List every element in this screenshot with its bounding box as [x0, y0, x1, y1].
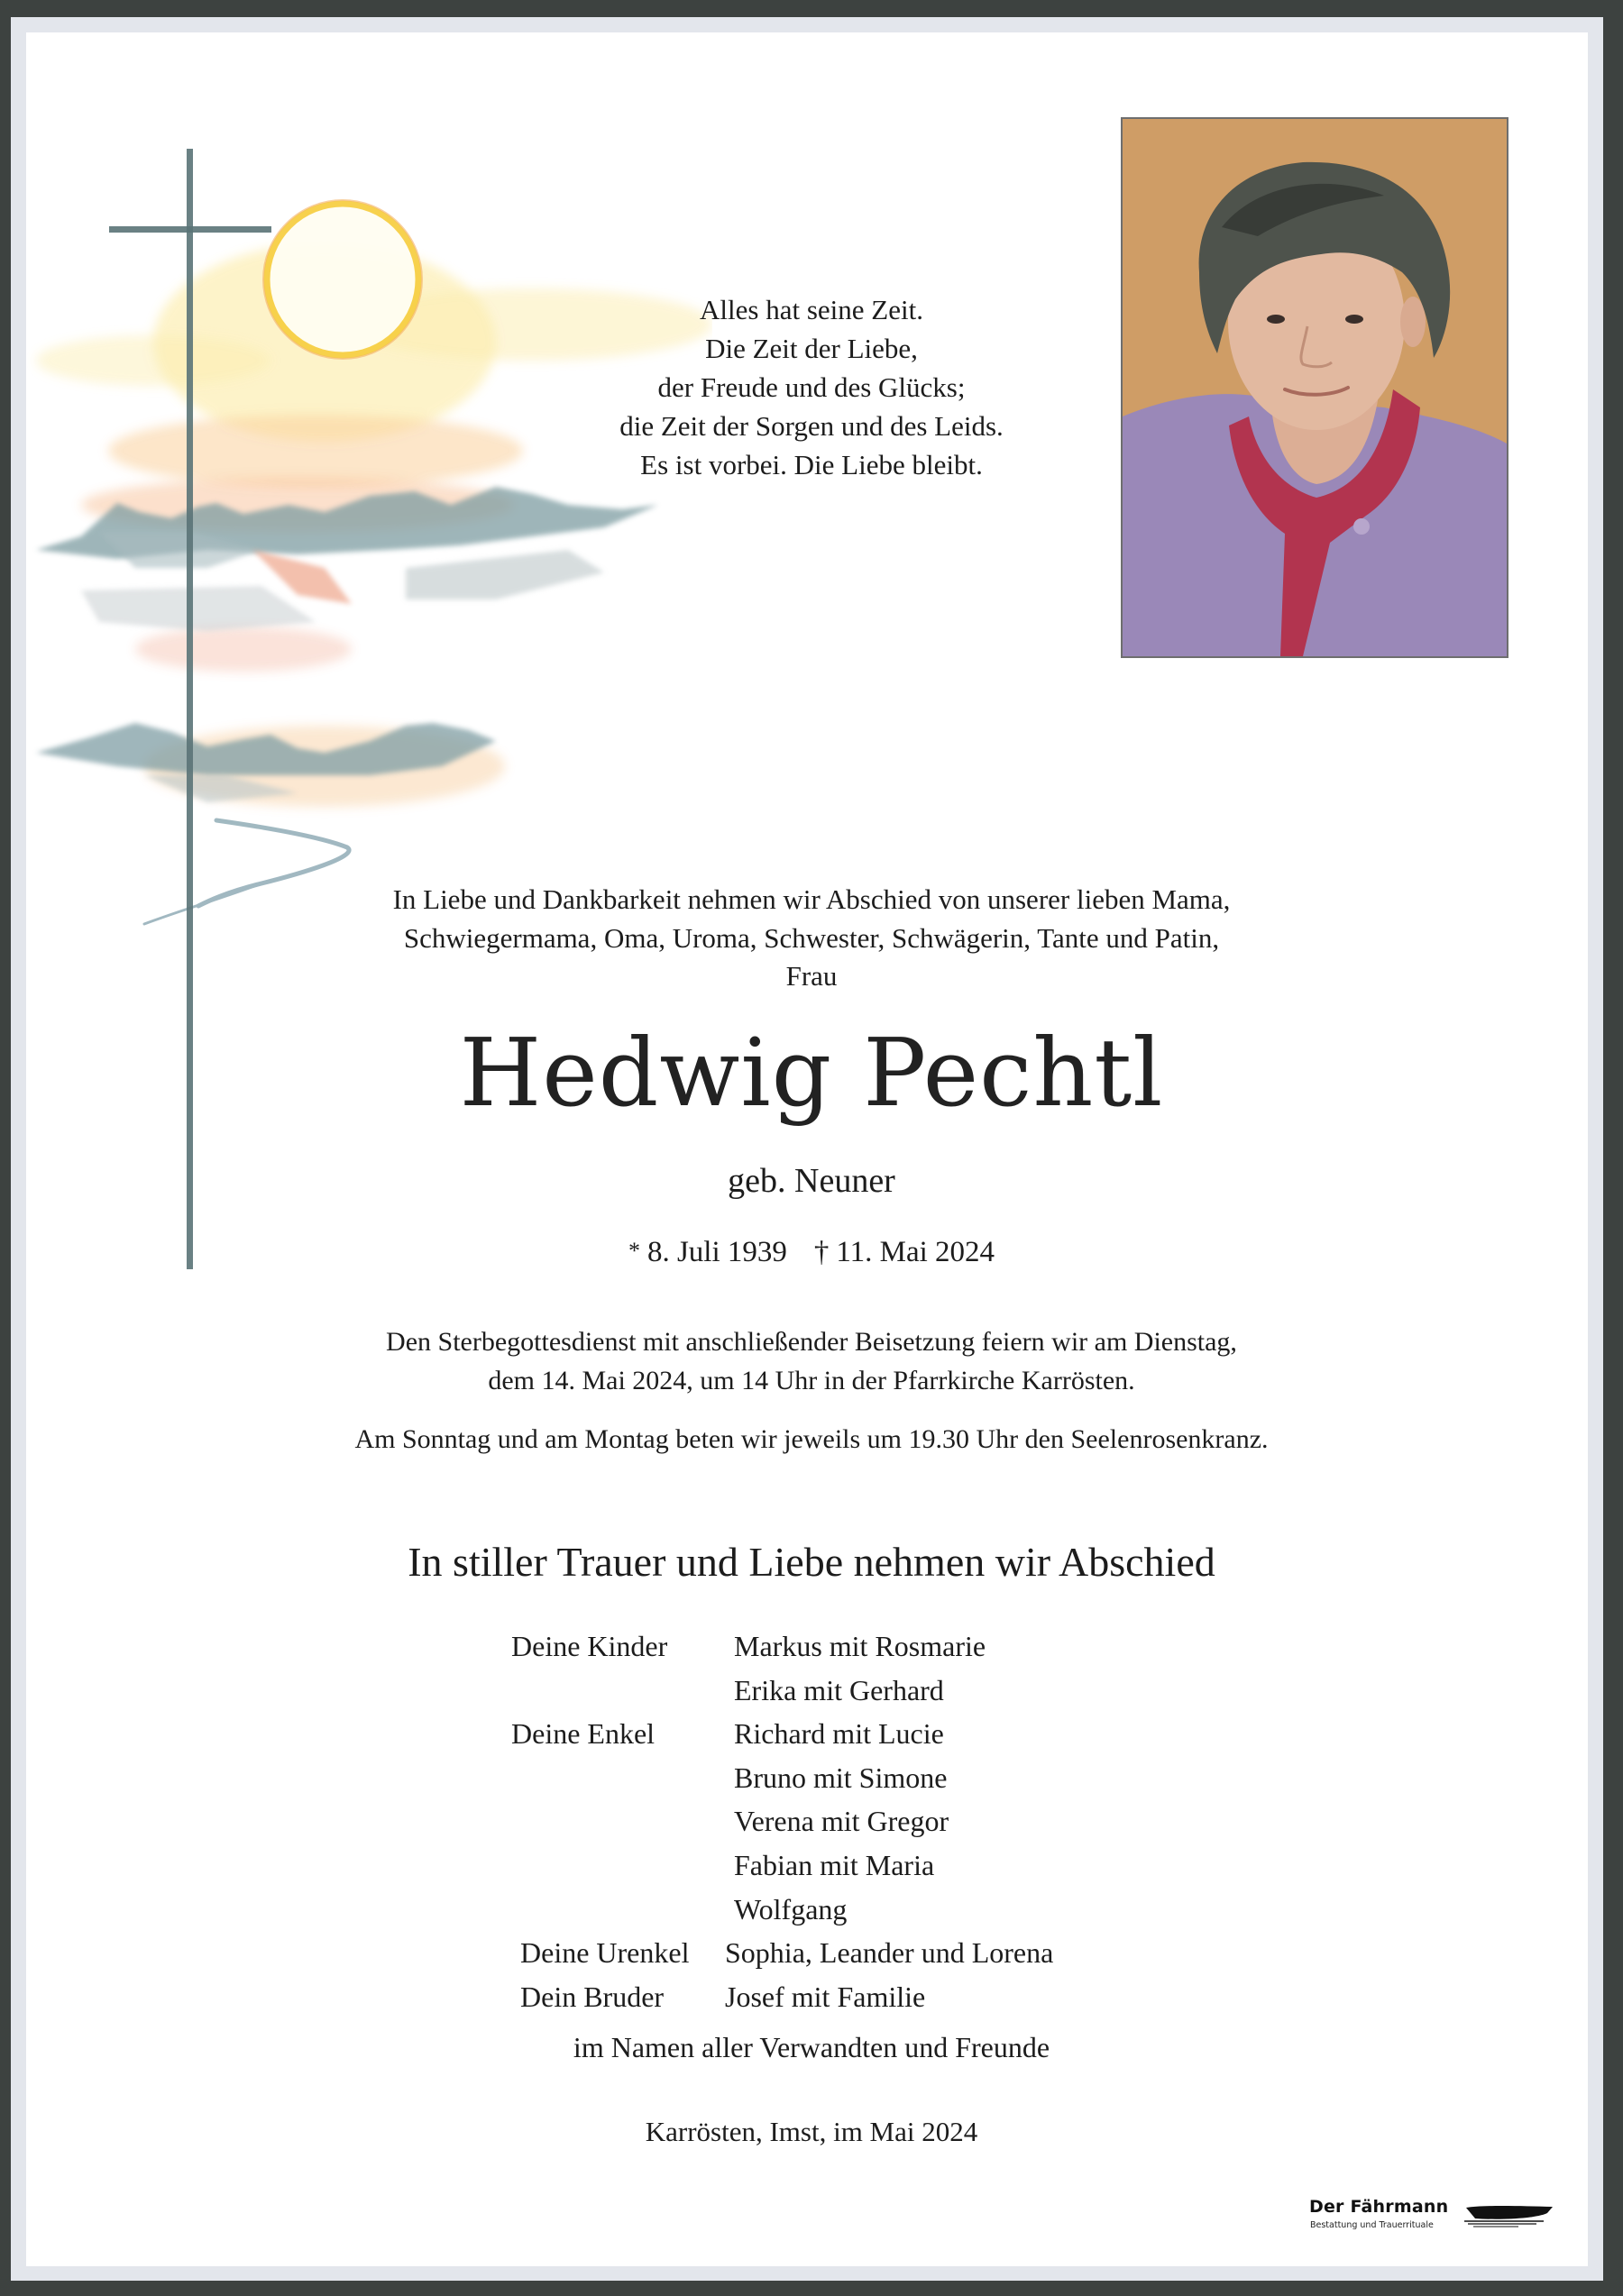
- family-name: Verena mit Gregor: [734, 1805, 949, 1838]
- family-list: [511, 1624, 1053, 2018]
- deceased-name: Hedwig Pechtl: [459, 1018, 1164, 1128]
- boat-icon: [1464, 2202, 1554, 2229]
- mourning-heading: In stiller Trauer und Liebe nehmen wir Abschied: [408, 1539, 1215, 1585]
- family-row: [511, 1843, 1053, 1888]
- family-name: Sophia, Leander und Lorena: [725, 1936, 1054, 1970]
- family-name: Bruno mit Simone: [734, 1761, 948, 1794]
- intro-line: In Liebe und Dankbarkeit nehmen wir Abschied von unserer lieben Mama,: [392, 883, 1231, 915]
- family-row: [511, 1799, 1053, 1843]
- family-name: Erika mit Gerhard: [734, 1673, 944, 1706]
- family-row: [511, 1888, 1053, 1932]
- logo-title: Der Fährmann: [1309, 2197, 1449, 2217]
- family-row: [511, 1756, 1053, 1800]
- family-name: Markus mit Rosmarie: [734, 1630, 986, 1662]
- birth-star-icon: *: [628, 1238, 640, 1264]
- family-row: [520, 1931, 1053, 1975]
- family-relation: [511, 1756, 734, 1800]
- rosary-text: Am Sonntag und am Montag beten wir jeweils um 19.30 Uhr den Seelenrosenkranz.: [354, 1424, 1269, 1454]
- intro-line: Schwiegermama, Oma, Uroma, Schwester, Schwägerin, Tante und Patin,: [403, 921, 1220, 954]
- intro-line: Frau: [785, 960, 838, 992]
- family-row: [511, 1669, 1053, 1713]
- poem-line: der Freude und des Glücks;: [657, 371, 966, 403]
- sunset-landscape-illustration: [27, 81, 712, 965]
- maiden-name: geb. Neuner: [728, 1162, 895, 1200]
- family-name: Richard mit Lucie: [734, 1717, 944, 1751]
- mountains-upper: [36, 487, 658, 631]
- poem-line: Die Zeit der Liebe,: [705, 333, 918, 364]
- family-relation: Deine Kinder: [511, 1630, 668, 1662]
- death-dagger-icon: †: [813, 1236, 830, 1268]
- poem-line: Es ist vorbei. Die Liebe bleibt.: [640, 449, 983, 480]
- life-dates: [0, 1230, 1623, 1273]
- portrait-photo: [1121, 117, 1508, 658]
- family-relation: Deine Urenkel: [520, 1936, 690, 1970]
- logo-subtitle: Bestattung und Trauerrituale: [1310, 2220, 1434, 2230]
- intro-text: [0, 881, 1623, 996]
- family-relation: [511, 1843, 734, 1888]
- cross-horizontal-bar: [109, 226, 271, 233]
- service-line: dem 14. Mai 2024, um 14 Uhr in der Pfarrkirche Karrösten.: [488, 1366, 1135, 1395]
- birth-date: 8. Juli 1939: [646, 1236, 787, 1268]
- family-relation: [511, 1669, 734, 1713]
- family-relation: Dein Bruder: [520, 1980, 665, 2013]
- poem: [541, 290, 1082, 484]
- poem-line: Alles hat seine Zeit.: [700, 294, 923, 325]
- service-line: Den Sterbegottesdienst mit anschließender Beisetzung feiern wir am Dienstag,: [386, 1327, 1237, 1357]
- funeral-service-text: [0, 1322, 1623, 1400]
- place-and-date: Karrösten, Imst, im Mai 2024: [645, 2116, 978, 2147]
- death-date: 11. Mai 2024: [836, 1236, 995, 1268]
- sun: [263, 200, 422, 359]
- family-name: Josef mit Familie: [725, 1980, 926, 2013]
- family-row: [520, 1975, 1053, 2019]
- portrait-illustration: [1123, 119, 1507, 656]
- funeral-home-logo: [1309, 2197, 1562, 2242]
- family-name: Fabian mit Maria: [734, 1848, 935, 1881]
- family-relation: Deine Enkel: [511, 1717, 656, 1751]
- family-relation: [511, 1799, 734, 1843]
- family-name: Wolfgang: [734, 1892, 848, 1926]
- family-row: [511, 1624, 1053, 1669]
- family-row: [511, 1712, 1053, 1756]
- closing-line: im Namen aller Verwandten und Freunde: [573, 2031, 1050, 2063]
- family-relation: [511, 1888, 734, 1932]
- poem-line: die Zeit der Sorgen und des Leids.: [619, 410, 1004, 442]
